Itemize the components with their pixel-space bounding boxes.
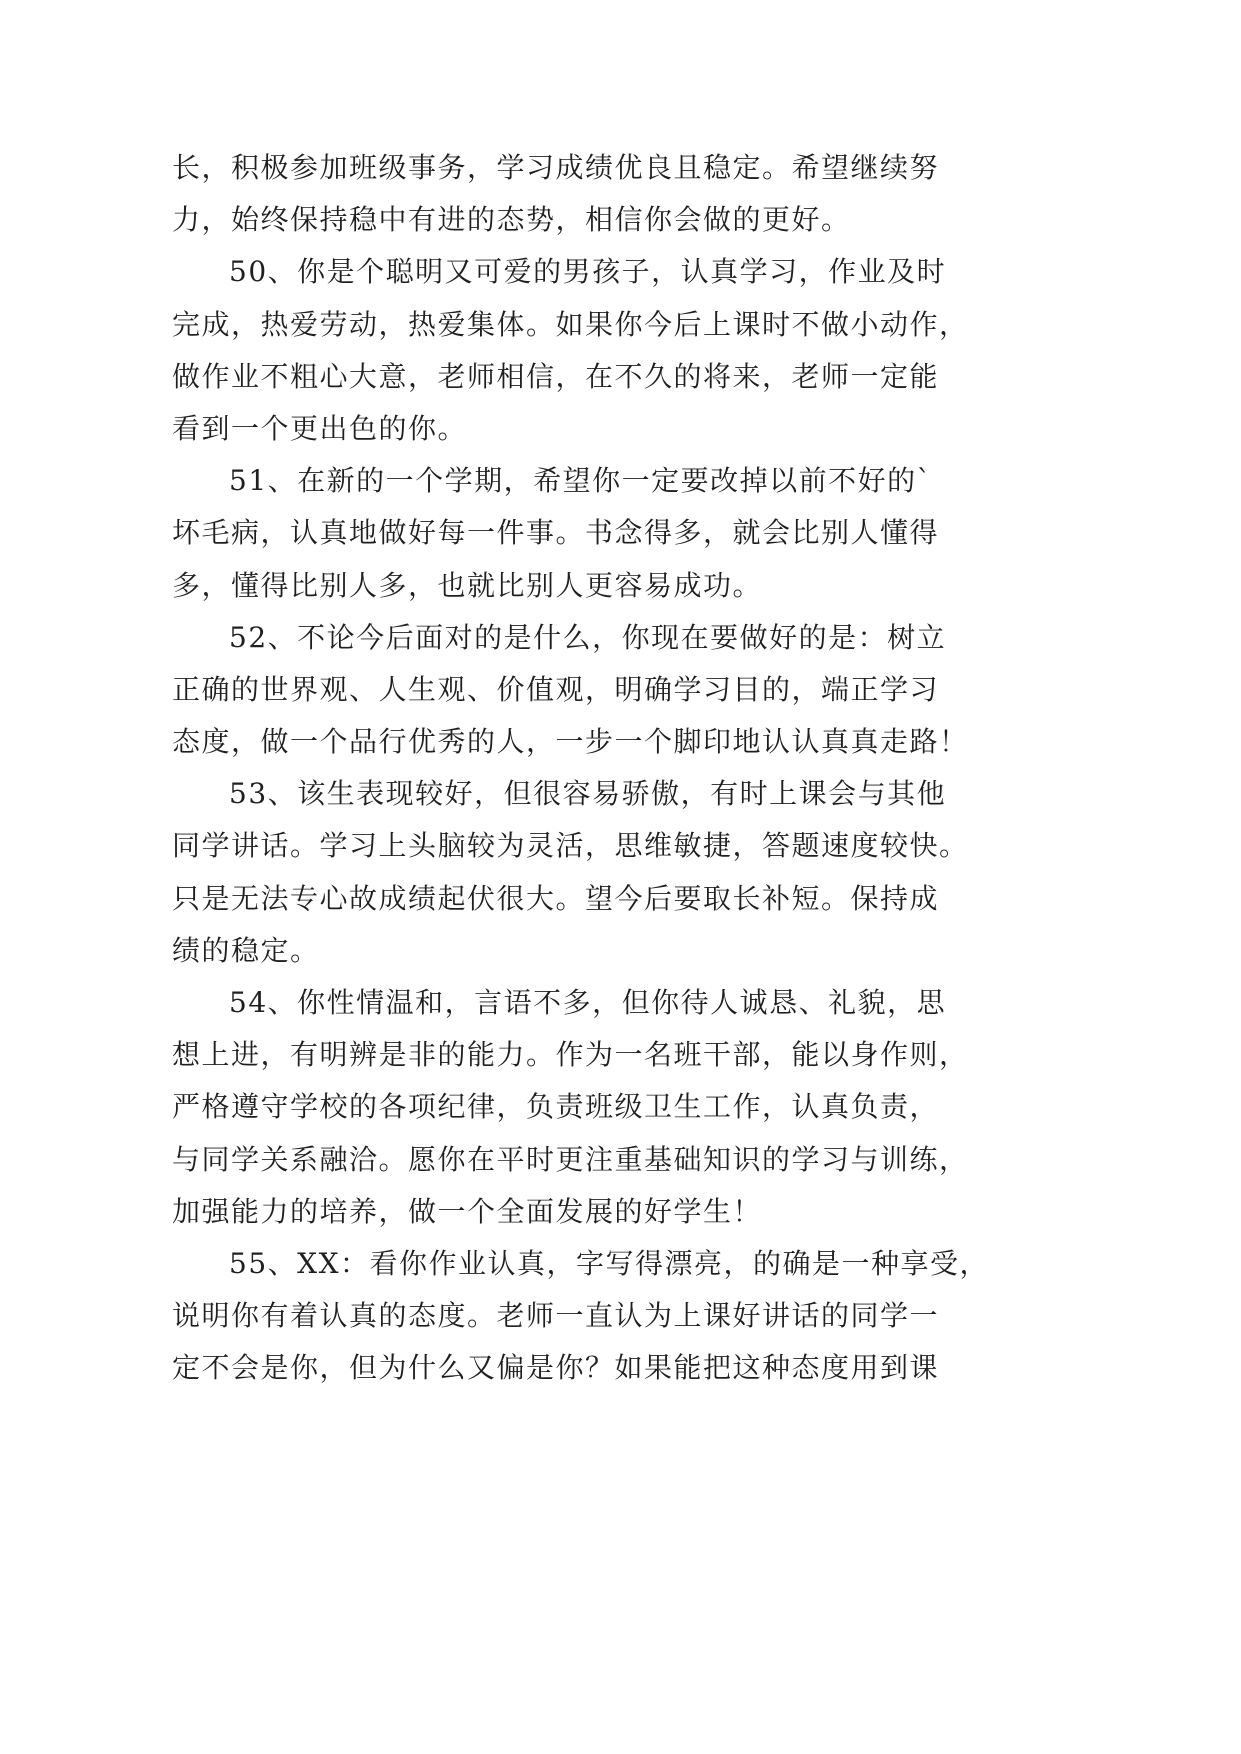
paragraph-54 (172, 977, 989, 1238)
paragraph-line: 坏毛病，认真地做好每一件事。书念得多，就会比别人懂得 (172, 516, 940, 550)
paragraph-line: 正确的世界观、人生观、价值观，明确学习目的，端正学习 (172, 672, 940, 706)
paragraph-line: 绩的稳定。 (172, 933, 320, 967)
paragraph-line: 看到一个更出色的你。 (172, 411, 468, 445)
paragraph-line: 力，始终保持稳中有进的态势，相信你会做的更好。 (172, 203, 851, 237)
paragraph-line: 严格遵守学校的各项纪律，负责班级卫生工作，认真负责， (172, 1090, 940, 1124)
paragraph-line: 做作业不粗心大意，老师相信，在不久的将来，老师一定能 (172, 359, 940, 393)
paragraph-line: 53、该生表现较好，但很容易骄傲，有时上课会与其他 (229, 777, 947, 811)
document-body (172, 142, 989, 1395)
paragraph-line: 加强能力的培养，做一个全面发展的好学生！ (172, 1194, 763, 1228)
paragraph-line: 50、你是个聪明又可爱的男孩子，认真学习，作业及时 (229, 255, 947, 289)
paragraph-line: 完成，热爱劳动，热爱集体。如果你今后上课时不做小动作， (172, 307, 969, 341)
paragraph-line: 想上进，有明辨是非的能力。作为一名班干部，能以身作则， (172, 1038, 969, 1072)
paragraph-line: 只是无法专心故成绩起伏很大。望今后要取长补短。保持成 (172, 881, 940, 915)
paragraph-53 (172, 768, 989, 977)
paragraph-51 (172, 455, 989, 612)
paragraph-line: 定不会是你，但为什么又偏是你？如果能把这种态度用到课 (172, 1351, 940, 1385)
paragraph-50 (172, 246, 989, 455)
paragraph-line: 55、XX：看你作业认真，字写得漂亮，的确是一种享受， (229, 1246, 989, 1280)
paragraph-line: 51、在新的一个学期，希望你一定要改掉以前不好的` (229, 464, 933, 498)
paragraph-line: 与同学关系融洽。愿你在平时更注重基础知识的学习与训练， (172, 1142, 969, 1176)
paragraph-line: 态度，做一个品行优秀的人，一步一个脚印地认认真真走路！ (172, 725, 969, 759)
paragraph-55 (172, 1238, 989, 1395)
paragraph-52 (172, 612, 989, 769)
paragraph-line: 同学讲话。学习上头脑较为灵活，思维敏捷，答题速度较快。 (172, 829, 969, 863)
paragraph-line: 长，积极参加班级事务，学习成绩优良且稳定。希望继续努 (172, 151, 940, 184)
paragraph-line: 说明你有着认真的态度。老师一直认为上课好讲话的同学一 (172, 1299, 940, 1333)
paragraph-continuation (172, 142, 989, 246)
paragraph-line: 52、不论今后面对的是什么，你现在要做好的是：树立 (229, 620, 947, 654)
paragraph-line: 多，懂得比别人多，也就比别人更容易成功。 (172, 568, 763, 602)
paragraph-line: 54、你性情温和，言语不多，但你待人诚恳、礼貌，思 (229, 986, 947, 1019)
